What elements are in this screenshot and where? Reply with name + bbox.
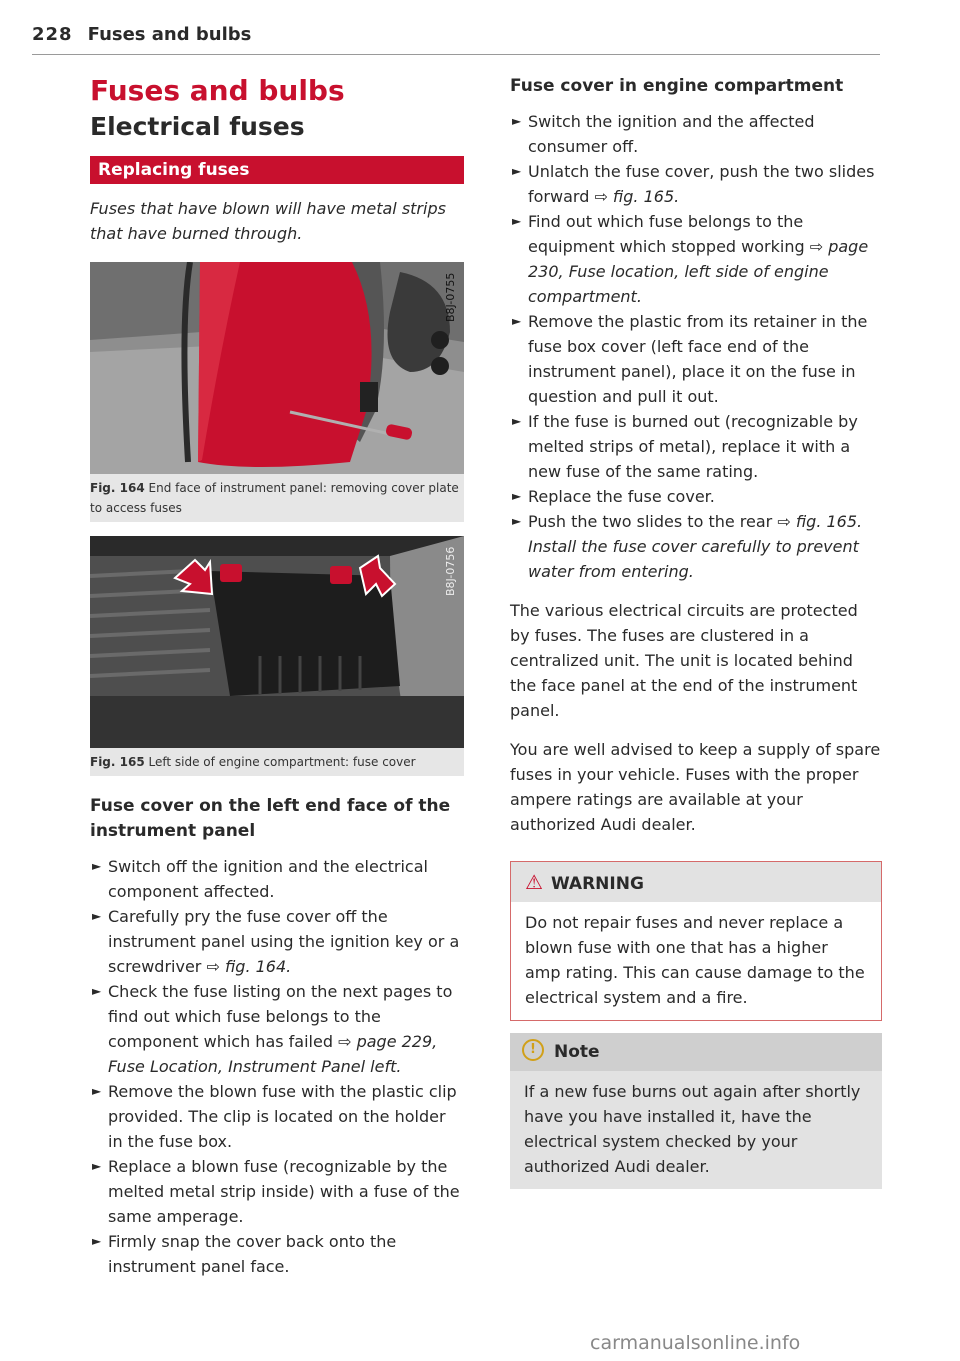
figure-164-code: B8J-0755 — [444, 272, 457, 322]
warning-box — [510, 861, 882, 1021]
bullet-icon: ► — [512, 489, 522, 503]
list-item: ► Unlatch the fuse cover, push the two slides forward ⇨ fig. 165. — [510, 159, 882, 209]
bullet-icon: ► — [92, 1234, 102, 1248]
list-item: ► Remove the blown fuse with the plastic clip provided. The clip is located on the holder in the fuse box. — [90, 1079, 464, 1154]
left-procedure-steps — [90, 854, 464, 1279]
warning-title: WARNING — [550, 874, 644, 894]
bullet-icon: ► — [92, 909, 102, 923]
section-title: Electrical fuses — [90, 112, 305, 141]
page-reference-link[interactable]: ⇨ page 230, Fuse location, left side of engine compartment. — [528, 237, 869, 306]
list-item: ► Switch off the ignition and the electrical component affected. — [90, 854, 464, 904]
left-procedure-heading: Fuse cover on the left end face of the instrument panel — [90, 796, 451, 841]
figure-164-label: Fig. 164 — [90, 481, 145, 495]
warning-triangle-icon: ⚠ — [525, 870, 543, 894]
body-paragraph: You are well advised to keep a supply of spare fuses in your vehicle. Fuses with the proper ampere ratings are available at your authorized Audi dealer. — [510, 740, 881, 834]
list-item: ► Replace a blown fuse (recognizable by the melted metal strip inside) with a fuse of the same amperage. — [90, 1154, 464, 1229]
running-title: Fuses and bulbs — [87, 24, 252, 45]
figure-reference-link[interactable]: ⇨ fig. 165. — [594, 187, 680, 206]
figure-165-text: Left side of engine compartment: fuse cover — [148, 755, 416, 769]
list-item: ► Remove the plastic from its retainer in the fuse box cover (left face end of the instrument panel), place it on the fuse in question and pull it out. — [510, 309, 882, 409]
note-header — [510, 1033, 882, 1071]
figure-165-caption — [90, 748, 464, 776]
list-item: ► Firmly snap the cover back onto the instrument panel face. — [90, 1229, 464, 1279]
figure-165-code: B8J-0756 — [444, 546, 457, 596]
instrument-panel-photo — [90, 262, 464, 474]
list-item: ► Find out which fuse belongs to the equipment which stopped working ⇨ page 230, Fuse location, left side of engine compartment. — [510, 209, 882, 309]
list-item: ► Replace the fuse cover. — [510, 484, 882, 509]
note-title: Note — [554, 1042, 600, 1062]
bullet-icon: ► — [512, 314, 522, 328]
chapter-title: Fuses and bulbs — [90, 74, 345, 107]
page-reference-link[interactable]: ⇨ page 229, Fuse Location, Instrument Panel left. — [108, 1032, 438, 1076]
list-item: ► Push the two slides to the rear ⇨ fig. 165. Install the fuse cover carefully to prevent water from entering. — [510, 509, 882, 584]
note-text: If a new fuse burns out again after shortly have you have installed it, have the electrical system checked by your authorized Audi dealer. — [524, 1082, 861, 1176]
bullet-icon: ► — [512, 214, 522, 228]
left-column — [90, 72, 464, 1279]
figure-165-label: Fig. 165 — [90, 755, 145, 769]
bullet-icon: ► — [92, 1159, 102, 1173]
figure-164-text: End face of instrument panel: removing cover plate to access fuses — [90, 481, 459, 515]
bullet-icon: ► — [92, 984, 102, 998]
right-column — [510, 74, 882, 1189]
subsection-bar: Replacing fuses — [90, 156, 464, 184]
page-header — [32, 24, 880, 55]
page-number: 228 — [32, 24, 73, 45]
info-exclamation-icon: ! — [522, 1039, 544, 1061]
figure-reference-link[interactable]: ⇨ fig. 164. — [206, 957, 292, 976]
right-procedure-steps — [510, 109, 882, 584]
bullet-icon: ► — [92, 859, 102, 873]
figure-reference-link[interactable]: ⇨ fig. 165. Install the fuse cover carefully to prevent water from entering. — [528, 512, 863, 581]
figure-164 — [90, 262, 464, 522]
figure-165 — [90, 536, 464, 776]
body-paragraph: The various electrical circuits are protected by fuses. The fuses are clustered in a centralized unit. The unit is located behind the face panel at the end of the instrument panel. — [510, 601, 858, 720]
warning-header — [511, 862, 881, 902]
list-item: ► If the fuse is burned out (recognizable by melted strips of metal), replace it with a new fuse of the same rating. — [510, 409, 882, 484]
note-box — [510, 1033, 882, 1189]
bullet-icon: ► — [512, 114, 522, 128]
warning-text: Do not repair fuses and never replace a blown fuse with one that has a higher amp rating. This can cause damage to the electrical system and a fire. — [525, 913, 865, 1007]
engine-compartment-photo — [90, 536, 464, 748]
intro-text: Fuses that have blown will have metal strips that have burned through. — [90, 199, 446, 243]
figure-164-caption — [90, 474, 464, 522]
list-item: ► Switch the ignition and the affected consumer off. — [510, 109, 882, 159]
list-item: ► Carefully pry the fuse cover off the instrument panel using the ignition key or a screwdriver ⇨ fig. 164. — [90, 904, 464, 979]
list-item: ► Check the fuse listing on the next pages to find out which fuse belongs to the component which has failed ⇨ page 229, Fuse Location, Instrument Panel left. — [90, 979, 464, 1079]
right-procedure-heading: Fuse cover in engine compartment — [510, 76, 844, 96]
bullet-icon: ► — [92, 1084, 102, 1098]
bullet-icon: ► — [512, 164, 522, 178]
bullet-icon: ► — [512, 414, 522, 428]
watermark: carmanualsonline.info — [590, 1332, 801, 1354]
bullet-icon: ► — [512, 514, 522, 528]
